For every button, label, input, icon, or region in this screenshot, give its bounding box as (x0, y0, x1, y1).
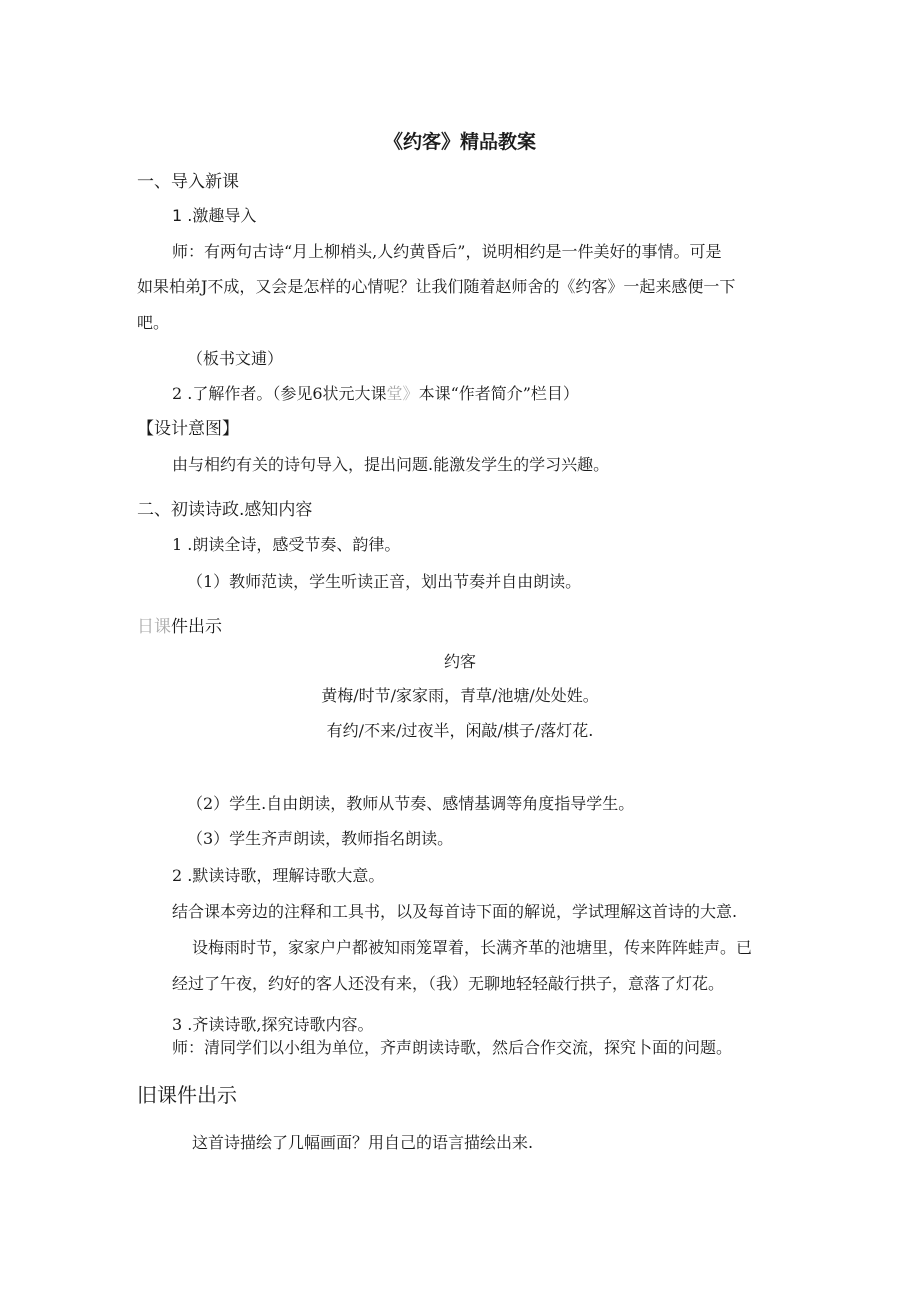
section-heading-2: 二、初读诗政.感知内容 (137, 500, 313, 520)
item-2-1: 1 .朗读全诗，感受节奏、韵律。 (172, 535, 401, 554)
item-1-2-rest: 本课“作者简介”栏目） (418, 384, 579, 403)
courseware-label-2: 旧课件出示 (137, 1083, 237, 1107)
courseware-label-1-text: 件出示 (171, 617, 222, 637)
courseware-label-1 (137, 616, 222, 638)
item-1-2-text: 2 .了解作者。（参见6状元大课 (172, 384, 387, 403)
item-1-2-faint: 堂》 (386, 384, 419, 403)
item-2-1-sub-3: （3）学生齐声朗读，教师指名朗读。 (187, 829, 454, 848)
poem-line: 有约/不来/过夜半，闲敲/棋子/落灯花. (326, 721, 594, 740)
section-heading-1: 一、导入新课 (137, 172, 239, 192)
item-1-1: 1 .激趣导入 (172, 206, 257, 225)
paragraph-line: 吧。 (137, 313, 170, 332)
item-2-1-sub-2: （2）学生.自由朗读，教师从节奏、感情基调等角度指导学生。 (187, 794, 635, 813)
courseware-label-1-faint: 日课 (137, 617, 171, 637)
poem-title: 约客 (443, 652, 476, 671)
question-text: 这首诗描绘了几幅画面？用自己的语言描绘出来. (192, 1133, 534, 1152)
design-text: 由与相约有关的诗句导入，提出问题.能激发学生的学习兴趣。 (172, 455, 610, 474)
poem-line: 黄梅/时节/家家雨，青草/池塘/处处姓。 (321, 686, 599, 705)
translation-line: 经过了午夜，约好的客人还没有来，（我）无聊地轻轻敲行拱子，意落了灯花。 (172, 974, 725, 993)
paragraph-line: 如果柏弟J不成，又会是怎样的心情呢？让我们随着赵师舍的《约客》一起来感便一下 (137, 277, 736, 296)
translation-line: 设梅雨时节，家家户户都被知雨笼罩着，长满齐革的池塘里，传来阵阵蛙声。已 (192, 938, 753, 957)
paragraph-line: 师：有两句古诗“月上柳梢头,人约黄昏后”，说明相约是一件美好的事情。可是 (172, 242, 722, 261)
board-note: （板书文逋） (187, 349, 284, 368)
design-heading: 【设计意图】 (137, 419, 239, 439)
item-2-3: 3 .齐读诗歌,探究诗歌内容。 (172, 1015, 374, 1034)
item-2-1-sub-1: （1）教师范读，学生听读正音，划出节奏并自由朗读。 (187, 572, 582, 591)
item-2-2: 2 .默读诗歌，理解诗歌大意。 (172, 866, 385, 885)
item-2-2-text: 结合课本旁边的注释和工具书，以及每首诗下面的解说，学试理解这首诗的大意. (172, 902, 738, 921)
item-1-2 (172, 384, 579, 404)
item-2-3-text: 师：清同学们以小组为单位，齐声朗读诗歌，然后合作交流，探究卜面的问题。 (172, 1038, 733, 1057)
page-title: 《约客》精品教案 (383, 131, 536, 153)
